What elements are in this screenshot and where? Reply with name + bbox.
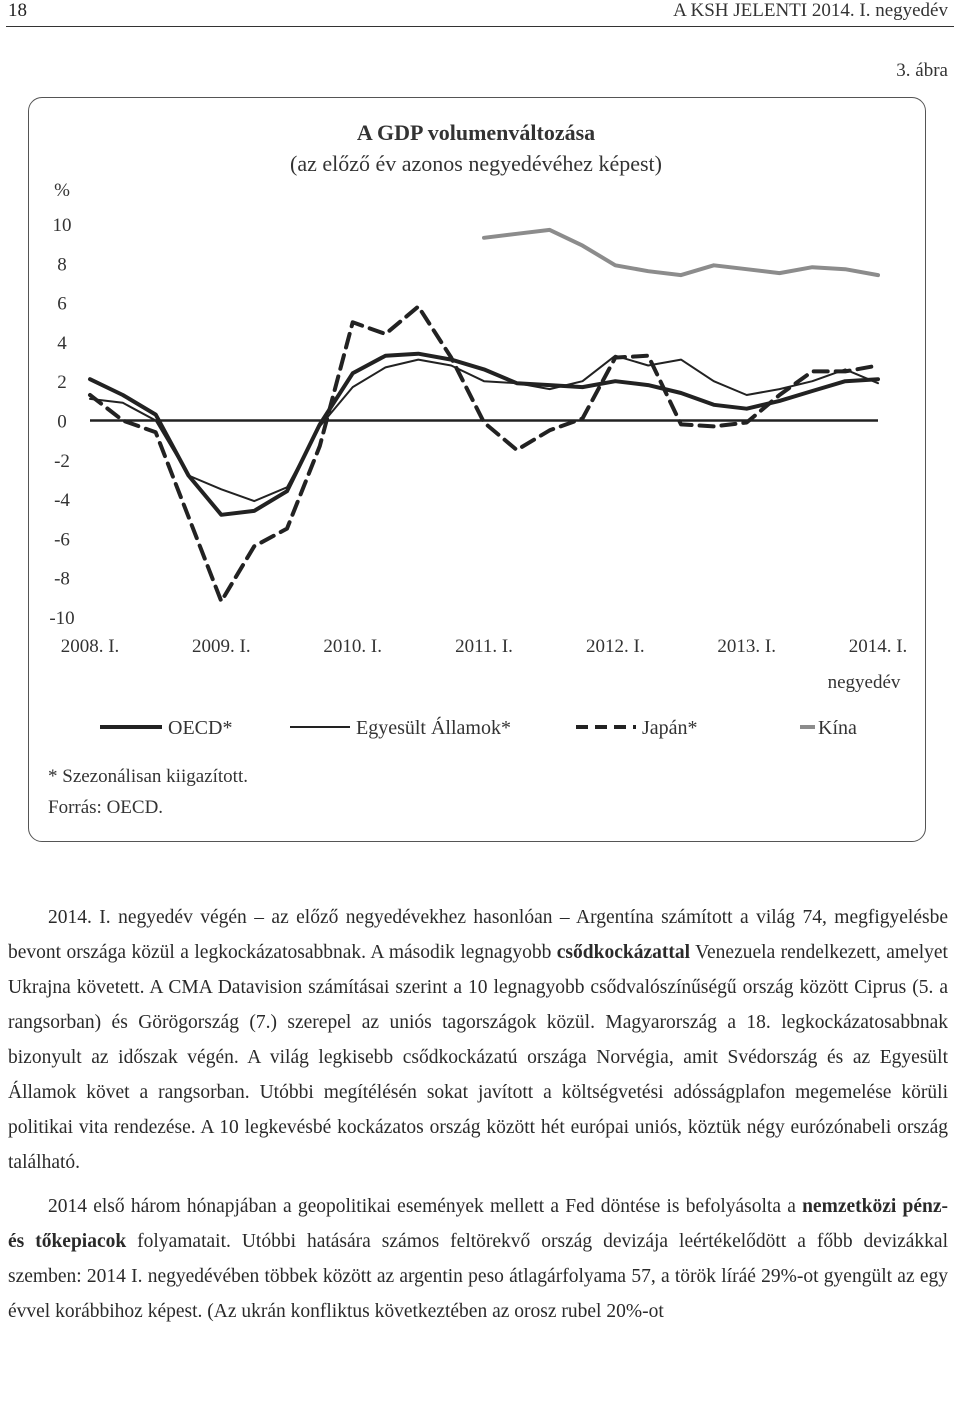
figure-label: 3. ábra <box>896 60 948 81</box>
keyword-bankruptcy-risk: csődkockázattal <box>556 942 691 963</box>
x-axis-label: negyedév <box>827 672 901 693</box>
y-tick-label: 0 <box>57 411 67 433</box>
note-source: Forrás: OECD. <box>48 797 164 818</box>
legend-label: Japán* <box>642 717 698 739</box>
x-tick-label: 2014. I. <box>848 636 908 657</box>
paragraph-2 <box>8 1189 948 1329</box>
x-tick-label: 2009. I. <box>192 636 251 657</box>
legend-label: Kína <box>818 717 857 739</box>
y-tick-label: 8 <box>57 254 67 276</box>
y-tick-label: 10 <box>52 215 72 236</box>
keyword-money-markets: nemzetközi pénz- és tőkepiacok <box>8 1196 948 1252</box>
x-tick-label: 2013. I. <box>717 636 776 657</box>
paragraph-1-part-a: 2014. I. negyedév végén – az előző negyedévekhez hasonlóan – Argentína számított a világ 74, megfigyelésbe bevont országa közül a legkockázatosabbnak. A második legnagyobb <box>8 907 948 963</box>
series-lines <box>90 230 878 601</box>
series-line <box>90 354 878 515</box>
note-seasonal: * Szezonálisan kiigazított. <box>48 766 248 787</box>
x-axis-ticks <box>61 636 908 657</box>
x-tick-label: 2012. I. <box>586 636 645 657</box>
y-tick-label: -10 <box>49 608 75 629</box>
paragraph-1-part-b: Venezuela rendelkezett, amelyet Ukrajna követett. A CMA Datavision számításai szerint a 10 legnagyobb csődvalószínűségű ország között Ciprus (5. a rangsorban) és Görögország (7.) szerepel az uniós tagországok közül. Magyarország a 18. legkockázatosabbnak bizonyult az időszak végén. A világ legkisebb csődkockázatú országa Norvégia, amit Svédország és az Egyesült Államok követ a rangsorban. Utóbbi megítélésén sokat javított a költségvetési adósságplafon megemelése körüli politikai vita rendezése. A 10 legkevésbé kockázatos ország között hét európai uniós, köztük négy eurózónabeli ország található. <box>8 942 948 1173</box>
y-tick-label: 4 <box>57 332 67 354</box>
x-tick-label: 2011. I. <box>455 636 513 657</box>
y-tick-label: -4 <box>54 490 70 512</box>
y-tick-label: -2 <box>54 450 70 472</box>
series-line <box>90 307 878 602</box>
legend-label: Egyesült Államok* <box>356 717 511 739</box>
paragraph-2-part-a: 2014 első három hónapjában a geopolitikai események mellett a Fed döntése is befolyásolta a <box>48 1196 803 1217</box>
x-tick-label: 2010. I. <box>323 636 382 657</box>
y-tick-label: 2 <box>57 372 67 394</box>
y-tick-label: 6 <box>57 293 67 315</box>
y-unit-label: % <box>54 180 70 201</box>
legend-label: OECD* <box>168 717 233 739</box>
chart-subtitle: (az előző év azonos negyedévéhez képest) <box>290 151 662 176</box>
series-line <box>484 230 878 275</box>
running-head: A KSH JELENTI 2014. I. negyedév <box>673 0 948 21</box>
x-tick-label: 2008. I. <box>60 636 120 657</box>
body-text <box>8 900 948 1338</box>
page-number: 18 <box>8 0 27 21</box>
legend <box>100 716 857 739</box>
series-line <box>90 356 878 501</box>
paragraph-2-part-b: folyamatait. Utóbbi hatására számos feltörekvő ország devizája leértékelődött a főbb devizákkal szemben: 2014 I. negyedévében többek között az argentin peso átlagárfolyama 57, a török líráé 29%-ot gyengült az egy évvel korábbihoz képest. (Az ukrán konfliktus következtében az orosz rubel 20%-ot <box>8 1231 948 1322</box>
paragraph-1 <box>8 900 948 1180</box>
y-tick-label: -8 <box>54 568 70 590</box>
chart-title: A GDP volumenváltozása <box>356 120 596 145</box>
y-axis-ticks <box>49 215 74 629</box>
y-tick-label: -6 <box>54 529 70 551</box>
